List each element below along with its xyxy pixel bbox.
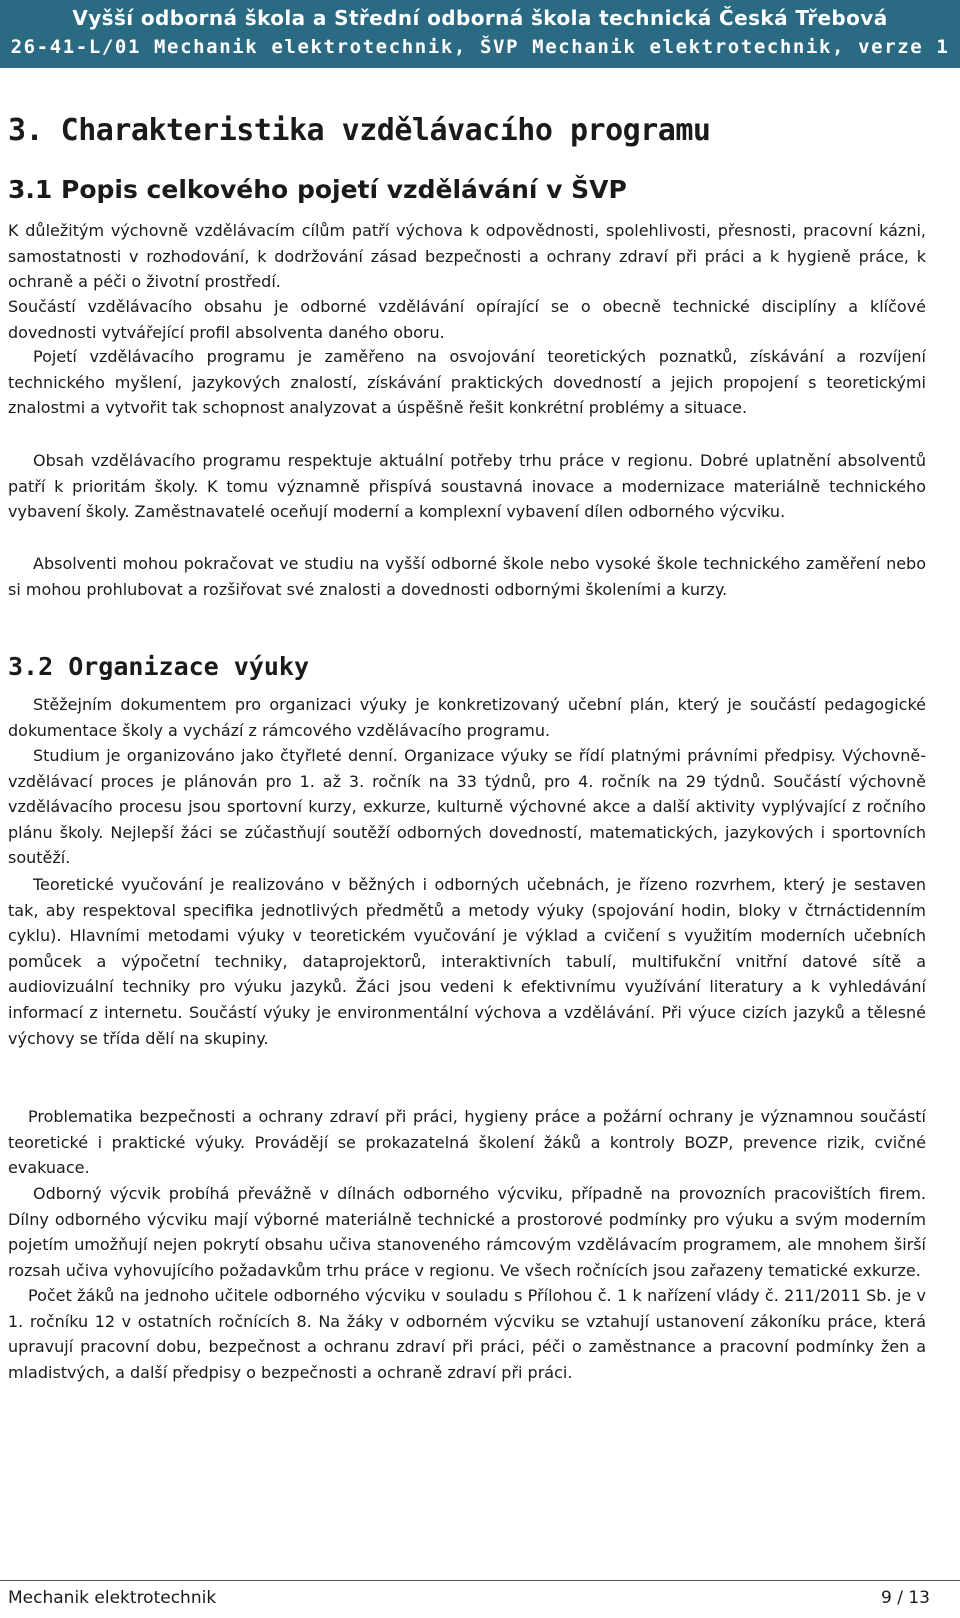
section-3-1-paragraph: Obsah vzdělávacího programu respektuje aktuální potřeby trhu práce v regionu. Dobré uplatnění absolventů patří k prioritám školy. K tomu významně přispívá soustavná inovace a modernizace materiálně technického vybavení školy. Zaměstnavatelé oceňují moderní a komplexní vybavení dílen odborného výcviku. <box>8 451 926 522</box>
chapter-title: 3. Charakteristika vzdělávacího programu <box>8 113 711 148</box>
section-3-1-paragraph: Pojetí vzdělávacího programu je zaměřeno na osvojování teoretických poznatků, získávání a rozvíjení technického myšlení, jazykových znalostí, získávání praktických dovedností a jejich propojení s teoretickými znalostmi a vytvořit tak schopnost analyzovat a úspěšně řešit konkrétní problémy a situace. <box>8 347 926 418</box>
section-3-1-paragraph: K důležitým výchovně vzdělávacím cílům patří výchova k odpovědnosti, spolehlivosti, přesnosti, pracovní kázni, samostatnosti v rozhodování, k dodržování zásad bezpečnosti a ochrany zdraví při práci a k hygieně práce, k ochraně a péči o životní prostředí. <box>8 221 926 292</box>
section-3-2-paragraph: Odborný výcvik probíhá převážně v dílnách odborného výcviku, případně na provozních pracovištích firem. Dílny odborného výcviku mají výborné materiálně technické a prostorové podmínky pro výuku a svým moderním pojetím umožňují nejen pokrytí obsahu učiva stanoveného rámcovým vzdělávacím programem, ale mnohem širší rozsah učiva vyhovujícího požadavkům trhu práce v regionu. Ve všech ročnících jsou zařazeny tematické exkurze. <box>8 1184 926 1280</box>
section-3-2-paragraph: Teoretické vyučování je realizováno v běžných i odborných učebnách, je řízeno rozvrhem, který je sestaven tak, aby respektoval specifika jednotlivých předmětů a metody výuky (spojování hodin, bloky v čtrnáctidenním cyklu). Hlavními metodami výuky v teoretickém vyučování je výklad a cvičení s využitím moderních učebních pomůcek a výpočetní techniky, dataprojektorů, interaktivních tabulí, multifukční vnitřní datové sítě a audiovizuální techniky pro výuku jazyků. Žáci jsou vedeni k efektivnímu využívání literatury a k vyhledávání informací z internetu. Součástí výuky je environmentální výchova a vzdělávání. Při výuce cizích jazyků a tělesné výchovy se třída dělí na skupiny. <box>8 875 926 1048</box>
section-3-1-paragraph: Součástí vzdělávacího obsahu je odborné vzdělávání opírající se o obecně technické disciplíny a klíčové dovednosti vytvářející profil absolventa daného oboru. <box>8 297 926 342</box>
section-3-2-title: 3.2 Organizace výuky <box>8 652 310 681</box>
page-footer <box>0 1580 960 1618</box>
footer-program-name: Mechanik elektrotechnik <box>8 1588 217 1608</box>
section-3-2-paragraph: Problematika bezpečnosti a ochrany zdraví při práci, hygieny práce a požární ochrany je významnou součástí teoretické i praktické výuky. Provádějí se prokazatelná školení žáků a kontroly BOZP, prevence rizik, cvičné evakuace. <box>8 1107 926 1178</box>
school-name: Vyšší odborná škola a Střední odborná škola technická Česká Třebová <box>72 6 888 30</box>
section-3-2-paragraph: Stěžejním dokumentem pro organizaci výuky je konkretizovaný učební plán, který je součástí pedagogické dokumentace školy a vychází z rámcového vzdělávacího programu. <box>8 695 926 740</box>
program-code: 26-41-L/01 Mechanik elektrotechnik, ŠVP Mechanik elektrotechnik, verze 1 <box>10 36 950 58</box>
section-3-2-paragraph: Počet žáků na jednoho učitele odborného výcviku v souladu s Přílohou č. 1 k nařízení vlády č. 211/2011 Sb. je v 1. ročníku 12 v ostatních ročnících 8. Na žáky v odborném výcviku se vztahují ustanovení zákoníku práce, která upravují pracovní dobu, bezpečnost a ochranu zdraví při práci, péči o zaměstnance a pracovní podmínky žen a mladistvých, a další předpisy o bezpečnosti a ochraně zdraví při práci. <box>8 1286 926 1382</box>
section-3-1-paragraph: Absolventi mohou pokračovat ve studiu na vyšší odborné škole nebo vysoké škole technického zaměření nebo si mohou prohlubovat a rozšiřovat své znalosti a dovednosti odbornými školeními a kurzy. <box>8 554 926 599</box>
page-number: 9 / 13 <box>881 1588 930 1608</box>
document-header <box>0 0 960 68</box>
section-3-2-paragraph: Studium je organizováno jako čtyřleté denní. Organizace výuky se řídí platnými právními předpisy. Výchovně-vzdělávací proces je plánován pro 1. až 3. ročník na 33 týdnů, pro 4. ročník na 29 týdnů. Součástí výchovně vzdělávacího procesu jsou sportovní kurzy, exkurze, kulturně výchovné akce a další aktivity vyplývající z ročního plánu školy. Nejlepší žáci se zúčastňují soutěží odborných dovedností, matematických, jazykových i sportovních soutěží. <box>8 746 926 868</box>
section-3-1-title: 3.1 Popis celkového pojetí vzdělávání v ŠVP <box>8 175 627 204</box>
